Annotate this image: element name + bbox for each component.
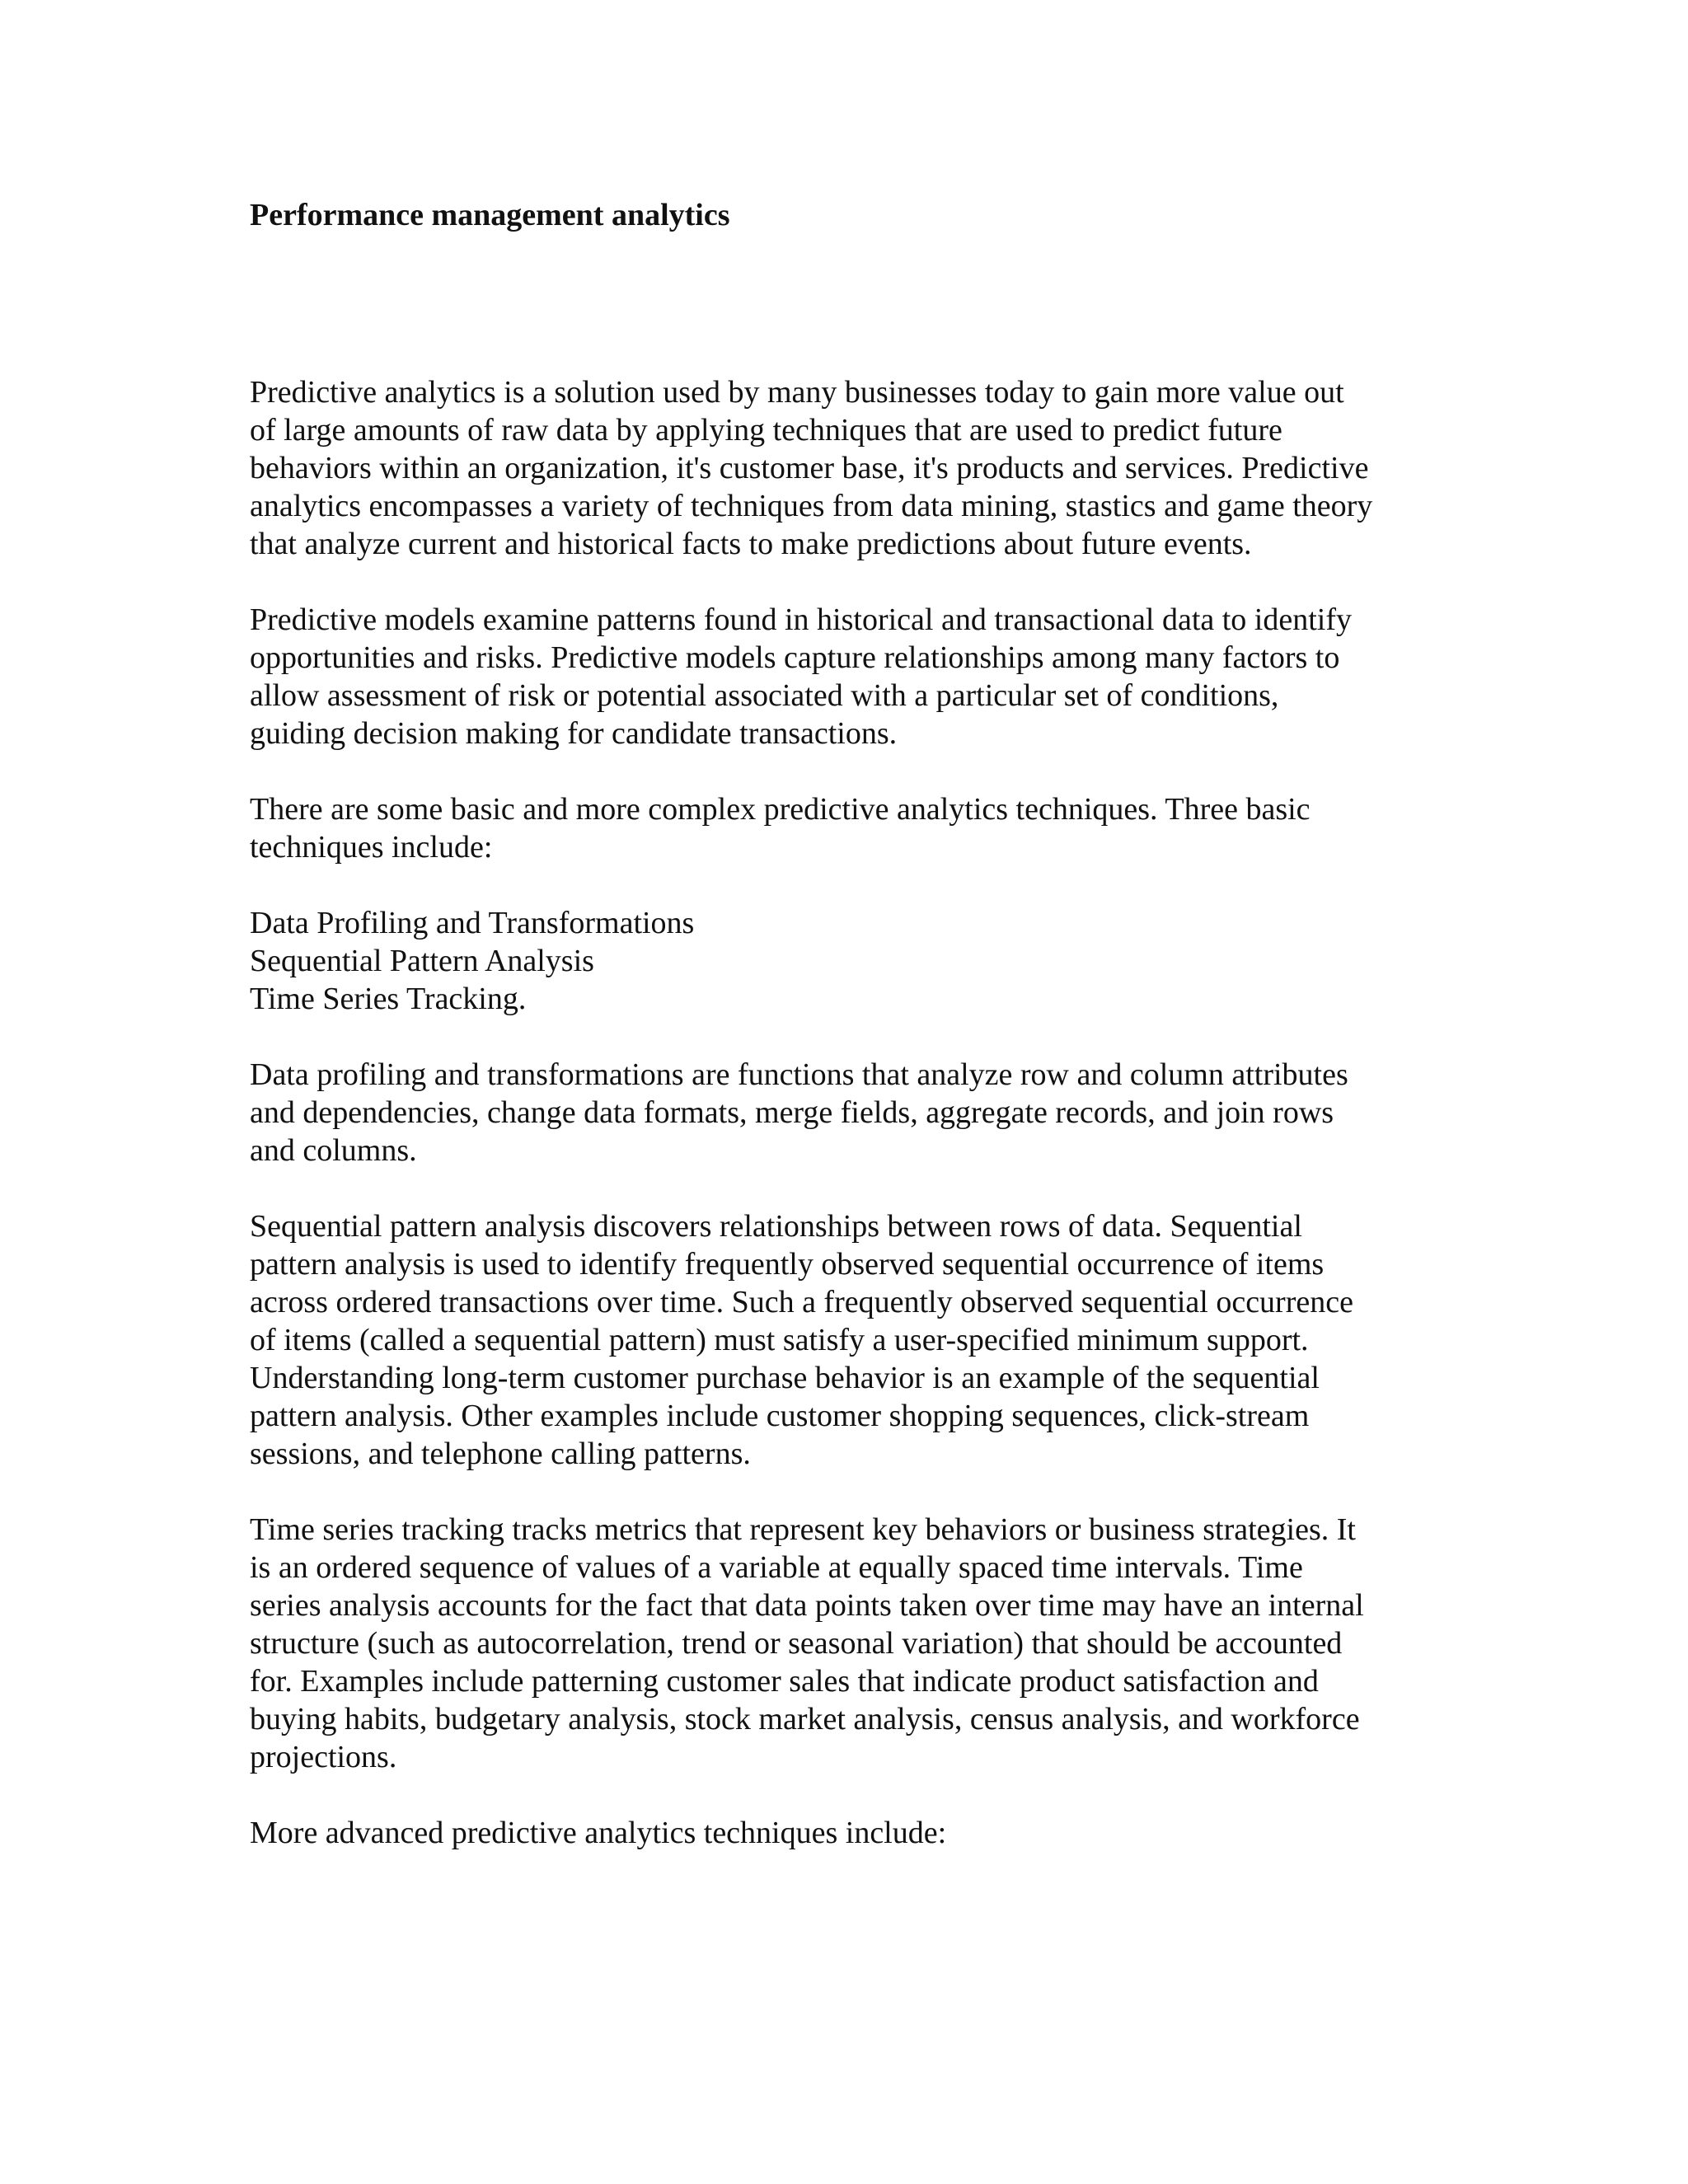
paragraph-line: behaviors within an organization, it's customer base, it's products and services. Predictive (250, 451, 1369, 485)
paragraph-line: for. Examples include patterning customer sales that indicate product satisfaction and (250, 1664, 1319, 1699)
paragraph-line: sessions, and telephone calling patterns. (250, 1436, 751, 1471)
paragraph-line: Data profiling and transformations are functions that analyze row and column attributes (250, 1057, 1348, 1092)
paragraph-basic-techniques-intro (250, 790, 1453, 866)
document-content (250, 194, 1453, 1890)
paragraph-line: opportunities and risks. Predictive models capture relationships among many factors to (250, 640, 1340, 675)
paragraph-advanced-techniques-intro (250, 1814, 1453, 1852)
paragraph-line: guiding decision making for candidate transactions. (250, 716, 898, 751)
list-item: Sequential Pattern Analysis (250, 944, 594, 978)
paragraph-line: More advanced predictive analytics techniques include: (250, 1816, 947, 1850)
paragraph-line: Time series tracking tracks metrics that represent key behaviors or business strategies. It (250, 1512, 1356, 1547)
basic-techniques-list (250, 904, 1453, 1018)
paragraph-line: of large amounts of raw data by applying techniques that are used to predict future (250, 413, 1282, 448)
paragraph-line: and dependencies, change data formats, merge fields, aggregate records, and join rows (250, 1095, 1334, 1130)
paragraph-line: that analyze current and historical facts to make predictions about future events. (250, 527, 1252, 561)
paragraph-line: series analysis accounts for the fact that data points taken over time may have an internal (250, 1588, 1364, 1623)
paragraph-line: of items (called a sequential pattern) must satisfy a user-specified minimum support. (250, 1323, 1309, 1357)
paragraph-predictive-analytics (250, 373, 1453, 563)
paragraph-line: projections. (250, 1740, 397, 1774)
paragraph-line: pattern analysis. Other examples include customer shopping sequences, click-stream (250, 1399, 1310, 1433)
paragraph-line: structure (such as autocorrelation, trend or seasonal variation) that should be accounted (250, 1626, 1343, 1661)
paragraph-data-profiling (250, 1056, 1453, 1169)
paragraph-line: Predictive models examine patterns found in historical and transactional data to identify (250, 602, 1352, 637)
list-item: Time Series Tracking. (250, 982, 527, 1016)
paragraph-line: across ordered transactions over time. Such a frequently observed sequential occurrence (250, 1285, 1353, 1319)
document-body (250, 373, 1453, 1852)
paragraph-sequential-pattern (250, 1207, 1453, 1473)
paragraph-time-series (250, 1511, 1453, 1776)
list-item: Data Profiling and Transformations (250, 906, 695, 940)
paragraph-line: analytics encompasses a variety of techniques from data mining, stastics and game theory (250, 489, 1373, 523)
paragraph-line: Understanding long-term customer purchase behavior is an example of the sequential (250, 1361, 1320, 1395)
paragraph-line: is an ordered sequence of values of a variable at equally spaced time intervals. Time (250, 1550, 1303, 1585)
paragraph-line: Sequential pattern analysis discovers relationships between rows of data. Sequential (250, 1209, 1302, 1244)
paragraph-line: and columns. (250, 1133, 417, 1168)
paragraph-line: techniques include: (250, 830, 493, 865)
paragraph-line: Predictive analytics is a solution used by many businesses today to gain more value out (250, 375, 1344, 410)
paragraph-line: pattern analysis is used to identify frequently observed sequential occurrence of items (250, 1247, 1325, 1282)
document-title: Performance management analytics (250, 198, 730, 232)
paragraph-line: There are some basic and more complex predictive analytics techniques. Three basic (250, 792, 1311, 827)
paragraph-line: allow assessment of risk or potential associated with a particular set of conditions, (250, 678, 1279, 713)
paragraph-line: buying habits, budgetary analysis, stock market analysis, census analysis, and workforce (250, 1702, 1360, 1736)
paragraph-predictive-models (250, 601, 1453, 752)
